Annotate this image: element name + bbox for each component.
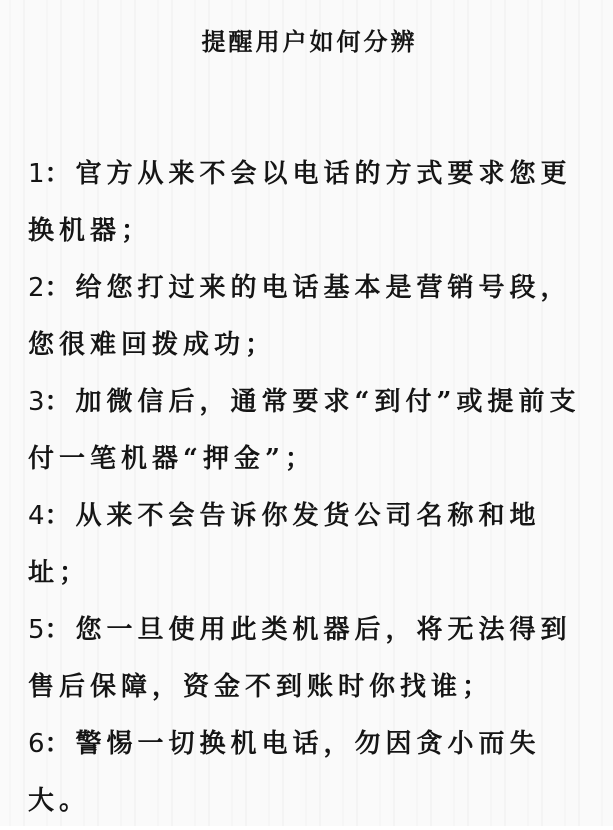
warning-number: 5 [28,615,45,645]
notice-title: 提醒用户如何分辨 [201,27,418,56]
warning-number: 6 [28,729,45,759]
warning-item-3 [28,374,591,488]
warning-item-1 [28,146,591,260]
warning-text: ：加微信后，通常要求“到付”或提前支付一笔机器“押金”； [28,387,581,474]
warning-text: ：您一旦使用此类机器后，将无法得到售后保障，资金不到账时你找谁； [28,615,572,702]
warning-text: ：警惕一切换机电话，勿因贪小而失大。 [28,729,541,816]
warning-item-6 [28,716,591,830]
warning-number: 3 [28,387,45,417]
warning-item-5 [28,602,591,716]
warning-text: ：给您打过来的电话基本是营销号段，您很难回拨成功； [28,273,572,360]
warning-item-4 [28,488,591,602]
warning-list [28,146,591,830]
warning-item-2 [28,260,591,374]
warning-number: 2 [28,273,45,303]
warning-number: 1 [28,159,45,189]
warning-number: 4 [28,501,45,531]
warning-text: ：从来不会告诉你发货公司名称和地址； [28,501,541,588]
warning-text: ：官方从来不会以电话的方式要求您更换机器； [28,159,572,246]
